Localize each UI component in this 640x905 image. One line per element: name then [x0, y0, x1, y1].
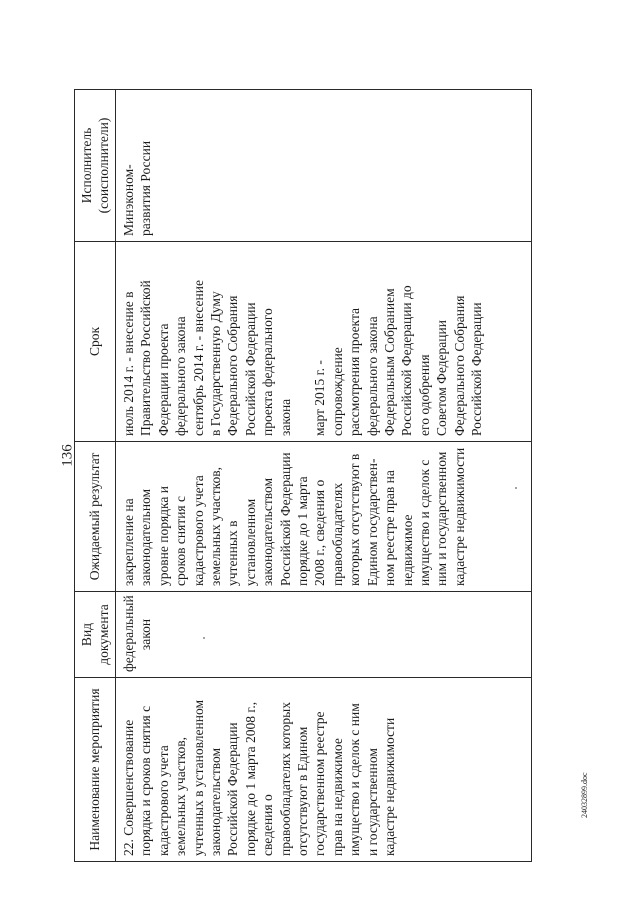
text-line: июль 2014 г. - внесение в: [121, 291, 136, 436]
text-line: законодательством: [208, 747, 224, 856]
cell-deadline: [116, 242, 532, 442]
text-line: земельных участков,: [173, 737, 189, 856]
text-line: которых отсутствуют в: [347, 453, 363, 586]
text-line: и государственном: [364, 748, 380, 856]
text-line: рассмотрения проекта: [347, 308, 363, 436]
text-line: порядке до 1 марта: [295, 476, 311, 586]
text-line: Федерации проекта: [155, 323, 171, 436]
header-expected-result: Ожидаемый результат: [75, 442, 116, 592]
text-line: Российской Федерации: [469, 302, 485, 436]
text-line: Правительство Российской: [138, 280, 154, 436]
text-line: установленном: [242, 498, 258, 586]
text-line: Советом Федерации: [434, 320, 450, 436]
text-line: Российской Федерации: [225, 722, 241, 856]
text-line: проекта федерального: [260, 308, 276, 436]
rotated-table-container: [74, 90, 532, 862]
text-line: закона: [277, 398, 293, 436]
cell-document-type: [116, 592, 532, 678]
text-line: государственном реестре: [312, 711, 328, 856]
cell-measure-name: [116, 678, 532, 862]
text-line: март 2015 г. -: [312, 360, 328, 436]
text-line: имущество и сделок с: [416, 459, 432, 586]
text-line: закон: [138, 618, 154, 651]
text-line: Российской Федерации: [277, 452, 293, 586]
header-deadline: Срок: [75, 242, 116, 442]
text-line: порядке до 1 марта 2008 г.,: [242, 701, 258, 856]
document-code: 24032899.doc: [580, 772, 589, 818]
table-row: [116, 90, 532, 862]
cell-expected-result: [116, 442, 532, 592]
text-line: федерального закона: [364, 316, 380, 436]
text-line: отсутствуют в Едином: [295, 726, 311, 856]
text-line: правообладателях которых: [277, 702, 293, 856]
text-line: Едином государствен-: [364, 458, 380, 586]
text-line: кадастре недвижимости: [382, 717, 398, 856]
text-line: кадастре недвижимости: [451, 447, 467, 586]
text-line: развития России: [138, 140, 154, 236]
text-line: Российской Федерации: [242, 302, 258, 436]
text-line: Российской Федерации до: [399, 285, 415, 436]
cell-executor: [116, 90, 532, 242]
measures-table: [74, 89, 532, 862]
text-line: 22. Совершенствование: [121, 719, 136, 856]
text-line: ном реестре прав на: [382, 470, 398, 586]
header-measure-name: Наименование мероприятия: [75, 678, 116, 862]
text-line: учтенных в установленном: [190, 699, 206, 856]
text-line: учтенных в: [225, 520, 241, 586]
table-header-row: [75, 90, 116, 862]
text-line: кадастрового учета: [190, 475, 206, 586]
text-line: правообладателях: [329, 482, 345, 586]
text-line: Федерального Собрания: [451, 295, 467, 436]
text-line: порядка и сроков снятия с: [138, 705, 154, 856]
text-line: сопровождение: [329, 347, 345, 436]
text-line: закрепление на: [121, 498, 136, 586]
header-document-type: Вид документа: [75, 592, 116, 678]
text-line: прав на недвижимое: [329, 738, 345, 856]
header-executor: Исполнитель (соисполнители): [75, 90, 116, 242]
text-line: земельных участков,: [208, 467, 224, 586]
text-line: законодательном: [138, 488, 154, 586]
text-line: Федерального Собрания: [225, 295, 241, 436]
text-line: 2008 г., сведения о: [312, 479, 328, 586]
text-line: федеральный: [121, 595, 136, 672]
text-line: Минэконом-: [121, 164, 136, 236]
text-line: недвижимое: [399, 514, 415, 586]
text-line: его одобрения: [416, 354, 432, 436]
text-line: имущество и сделок с ним: [347, 703, 363, 856]
text-line: в Государственную Думу: [208, 291, 224, 436]
page-number: 136: [59, 444, 76, 467]
text-line: сведения о: [260, 794, 276, 856]
text-line: ним и государственном: [434, 451, 450, 586]
text-line: сентябрь 2014 г. - внесение: [190, 280, 206, 436]
text-line: федерального закона: [173, 316, 189, 436]
text-line: Федеральным Собранием: [382, 288, 398, 436]
text-line: законодательством: [260, 477, 276, 586]
text-line: сроков снятия с: [173, 496, 189, 586]
text-line: кадастрового учета: [155, 745, 171, 856]
text-line: уровне порядка и: [155, 486, 171, 586]
